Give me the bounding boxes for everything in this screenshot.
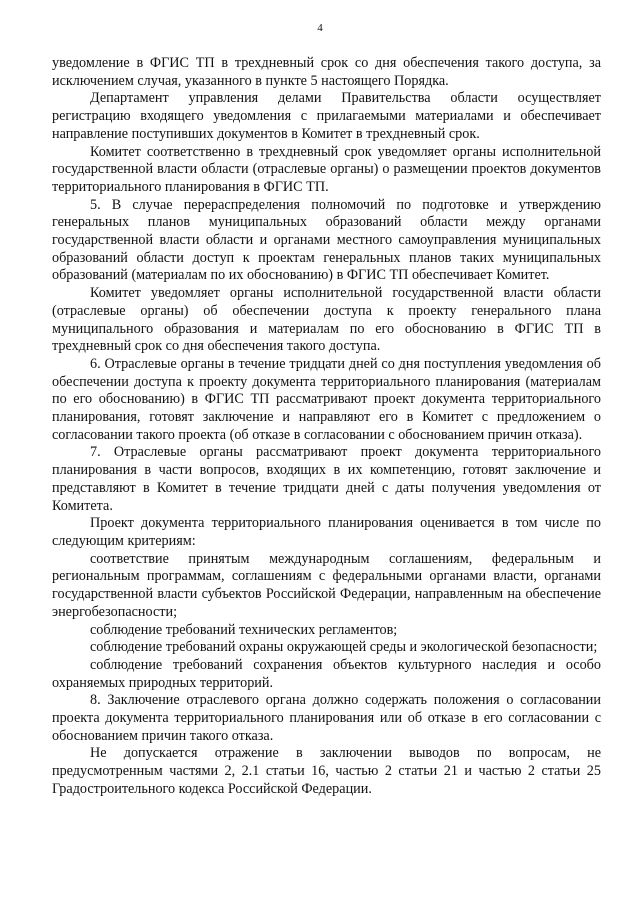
paragraph-criterion-environment: соблюдение требований охраны окружающей среды и экологической безопасности;: [90, 639, 598, 656]
paragraph-registration: Департамент управления делами Правительства области осуществляет регистрацию входящего уведомления с прилагаемыми материалами и обеспечивает направление поступивших документов в Комитет в трехдневный срок.: [52, 90, 601, 142]
paragraph-continuation: уведомление в ФГИС ТП в трехдневный срок со дня обеспечения такого доступа, за исключением случая, указанного в пункте 5 настоящего Порядка.: [52, 55, 601, 89]
paragraph-restriction: Не допускается отражение в заключении выводов по вопросам, не предусмотренным частями 2, 2.1 статьи 16, частью 2 статьи 21 и частью 2 статьи 25 Градостроительного кодекса Российской Федерации.: [52, 745, 601, 797]
paragraph-committee-notice: Комитет соответственно в трехдневный срок уведомляет органы исполнительной государственной власти области (отраслевые органы) о размещении проектов документов территориального планирования в ФГИС ТП.: [52, 143, 601, 195]
paragraph-criteria-intro: Проект документа территориального планирования оценивается в том числе по следующим критериям:: [52, 515, 601, 549]
page-number: 4: [317, 22, 323, 34]
paragraph-item-5: 5. В случае перераспределения полномочий по подготовке и утверждению генеральных планов муниципальных образований области между органами государственной власти области и органами местного самоуправления муниципальных образований области доступ к проектам генеральных планов таких муниципальных образований (материалам по их обоснованию) в ФГИС ТП обеспечивает Комитет.: [52, 196, 601, 284]
paragraph-criterion-regulations: соблюдение требований технических регламентов;: [90, 621, 398, 638]
paragraph-committee-access: Комитет уведомляет органы исполнительной государственной власти области (отраслевые органы) об обеспечении доступа к проекту генерального плана муниципального образования и материалам по его обоснованию в ФГИС ТП в трехдневный срок со дня обеспечения такого доступа.: [52, 285, 601, 355]
paragraph-item-7: 7. Отраслевые органы рассматривают проект документа территориального планирования в части вопросов, входящих в их компетенцию, готовят заключение и представляют в Комитет в течение тридцати дней с даты получения уведомления от Комитета.: [52, 444, 601, 514]
paragraph-item-8: 8. Заключение отраслевого органа должно содержать положения о согласовании проекта документа территориального планирования или об отказе в его согласовании с обоснованием причин такого отказа.: [52, 692, 601, 744]
paragraph-criterion-heritage: соблюдение требований сохранения объектов культурного наследия и особо охраняемых природных территорий.: [52, 656, 601, 691]
paragraph-item-6: 6. Отраслевые органы в течение тридцати дней со дня поступления уведомления об обеспечении доступа к проекту документа территориального планирования (материалам по его обоснованию) в ФГИС ТП рассматривают проект документа территориального планирования, готовят заключение и направляют его в Комитет с предложением о согласовании такого проекта (об отказе в согласовании с обоснованием причин отказа).: [52, 355, 601, 443]
paragraph-criterion-agreements: соответствие принятым международным соглашениям, федеральным и региональным программам, соглашениям с федеральными органами власти, органами государственной власти субъектов Российской Федерации, направленным на обеспечение энергобезопасности;: [52, 550, 601, 620]
document-body: [52, 55, 601, 799]
